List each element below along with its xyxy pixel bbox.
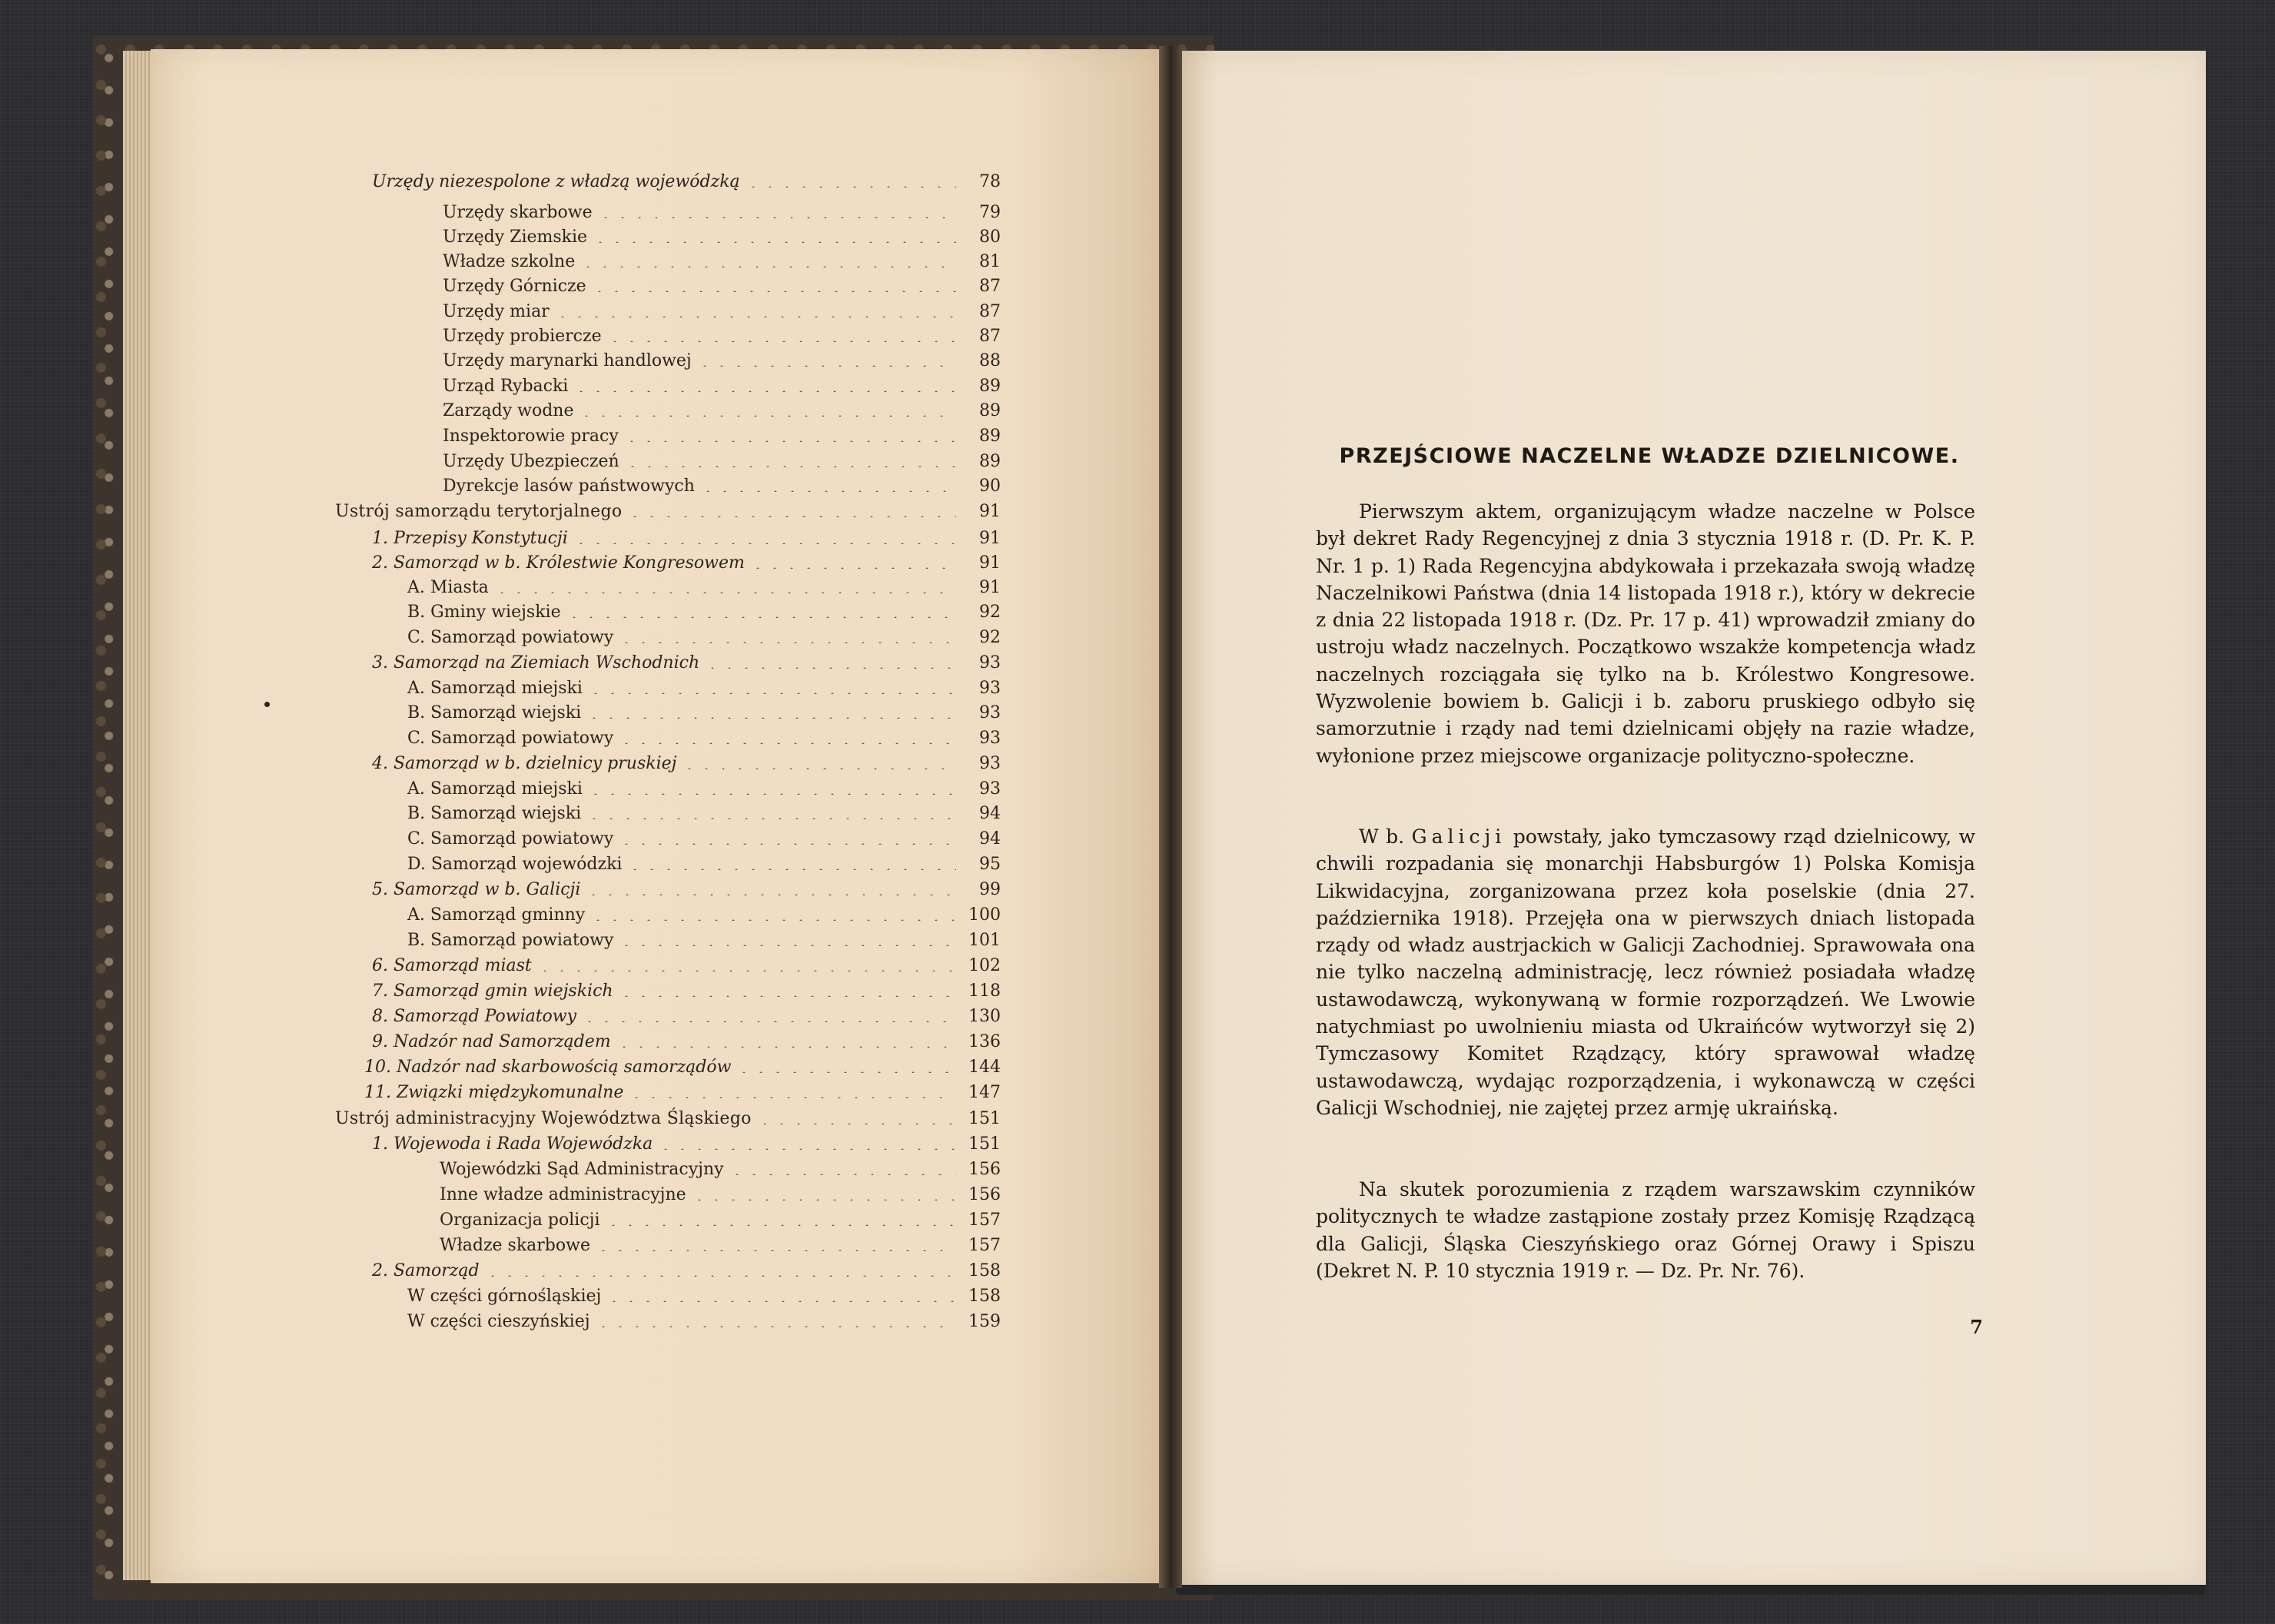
toc-entry xyxy=(443,252,1001,275)
toc-entry xyxy=(443,452,1001,475)
toc-entry-page: 91 xyxy=(979,502,1001,521)
toc-entry-page: 87 xyxy=(979,277,1001,296)
toc-entry-label: Zarządy wodne xyxy=(443,401,574,420)
toc-entry-label: C. Samorząd powiatowy xyxy=(407,829,614,849)
toc-entry xyxy=(407,1287,1001,1310)
toc-entry-page: 118 xyxy=(968,981,1001,1001)
toc-entry-page: 89 xyxy=(979,401,1001,420)
toc-entry-page: 89 xyxy=(979,377,1001,396)
toc-entry-label: 11. Związki międzykomunalne xyxy=(364,1083,624,1102)
toc-leader-dots xyxy=(616,1046,956,1048)
toc-entry-label: Ustrój samorządu terytorjalnego xyxy=(335,502,623,521)
toc-entry xyxy=(407,578,1001,601)
toc-leader-dots xyxy=(699,490,956,492)
toc-leader-dots xyxy=(606,340,956,342)
toc-entry-page: 158 xyxy=(968,1287,1001,1306)
toc-entry xyxy=(407,931,1001,954)
toc-entry-page: 157 xyxy=(968,1236,1001,1255)
toc-entry-label: D. Samorząd wojewódzki xyxy=(407,855,623,874)
toc-entry-page: 92 xyxy=(979,628,1001,647)
toc-leader-dots xyxy=(618,945,956,946)
toc-entry-label: Inne władze administracyjne xyxy=(440,1185,686,1204)
toc-entry-page: 94 xyxy=(979,829,1001,849)
toc-leader-dots xyxy=(606,1300,956,1302)
toc-entry-page: 93 xyxy=(979,779,1001,799)
toc-entry xyxy=(440,1160,1001,1183)
toc-entry-page: 94 xyxy=(979,804,1001,823)
toc-entry-label: B. Samorząd powiatowy xyxy=(407,931,614,950)
toc-entry xyxy=(372,553,1001,576)
toc-leader-dots xyxy=(756,1123,956,1124)
toc-leader-dots xyxy=(493,592,956,593)
toc-entry-label: B. Samorząd wiejski xyxy=(407,703,582,722)
toc-entry xyxy=(407,779,1001,802)
toc-entry-page: 89 xyxy=(979,427,1001,446)
toc-entry xyxy=(407,603,1001,626)
toc-leader-dots xyxy=(581,1021,956,1022)
toc-entry-label: Urzędy Górnicze xyxy=(443,277,586,296)
toc-entry-label: 9. Nadzór nad Samorządem xyxy=(372,1032,611,1051)
toc-entry xyxy=(440,1185,1001,1208)
toc-leader-dots xyxy=(749,567,956,569)
toc-entry xyxy=(443,427,1001,450)
toc-entry xyxy=(372,754,1001,777)
toc-entry xyxy=(372,1261,1001,1284)
paragraph-2-text xyxy=(1316,823,1975,1121)
toc-entry-page: 79 xyxy=(979,203,1001,222)
toc-entry xyxy=(372,956,1001,979)
toc-entry xyxy=(407,729,1001,752)
toc-leader-dots xyxy=(554,316,956,317)
toc-entry-label: Urzędy Ubezpieczeń xyxy=(443,452,619,471)
toc-entry xyxy=(443,377,1001,400)
toc-leader-dots xyxy=(597,217,956,218)
toc-entry-page: 92 xyxy=(979,603,1001,622)
toc-leader-dots xyxy=(591,291,956,292)
toc-entry-label: Władze skarbowe xyxy=(440,1236,590,1255)
toc-entry-page: 93 xyxy=(979,653,1001,673)
toc-leader-dots xyxy=(595,1326,956,1327)
toc-entry-label: Urząd Rybacki xyxy=(443,377,569,396)
toc-entry xyxy=(440,1236,1001,1259)
toc-entry-page: 93 xyxy=(979,729,1001,748)
toc-entry-page: 156 xyxy=(968,1185,1001,1204)
toc-entry-label: Urzędy miar xyxy=(443,302,550,321)
toc-entry-label: A. Miasta xyxy=(407,578,489,597)
toc-entry xyxy=(364,1083,1001,1106)
toc-leader-dots xyxy=(587,793,956,795)
toc-leader-dots xyxy=(590,919,956,921)
toc-entry-label: 4. Samorząd w b. dzielnicy pruskiej xyxy=(372,754,677,773)
toc-entry-label: A. Samorząd miejski xyxy=(407,679,583,698)
paragraph-2 xyxy=(1316,823,1975,1121)
paragraph-3 xyxy=(1316,1176,1975,1284)
toc-entry-label: A. Samorząd gminny xyxy=(407,905,586,925)
chapter-heading: PRZEJŚCIOWE NACZELNE WŁADZE DZIELNICOWE. xyxy=(1339,444,1960,468)
toc-leader-dots xyxy=(618,995,956,997)
toc-entry-page: 147 xyxy=(968,1083,1001,1102)
toc-entry-page: 93 xyxy=(979,754,1001,773)
toc-leader-dots xyxy=(536,970,956,971)
toc-entry-page: 87 xyxy=(979,302,1001,321)
toc-entry-page: 158 xyxy=(968,1261,1001,1280)
toc-entry xyxy=(364,1058,1001,1081)
toc-entry-label: 7. Samorząd gmin wiejskich xyxy=(372,981,613,1001)
page-number: 7 xyxy=(1970,1316,1983,1338)
toc-leader-dots xyxy=(618,642,956,643)
toc-entry-label: 2. Samorząd w b. Królestwie Kongresowem xyxy=(372,553,745,573)
toc-leader-dots xyxy=(618,843,956,845)
toc-entry xyxy=(335,1109,1001,1132)
toc-entry xyxy=(440,1211,1001,1234)
toc-entry-page: 80 xyxy=(979,227,1001,247)
toc-entry xyxy=(443,203,1001,226)
toc-entry-label: Urzędy marynarki handlowej xyxy=(443,351,692,370)
toc-entry-page: 136 xyxy=(968,1032,1001,1051)
toc-leader-dots xyxy=(704,667,956,669)
toc-entry-page: 88 xyxy=(979,351,1001,370)
toc-entry-page: 151 xyxy=(968,1109,1001,1128)
toc-entry-page: 102 xyxy=(968,956,1001,975)
toc-entry-page: 159 xyxy=(968,1312,1001,1331)
toc-leader-dots xyxy=(729,1174,956,1175)
toc-entry xyxy=(407,829,1001,852)
toc-leader-dots xyxy=(573,543,956,544)
toc-entry-label: 8. Samorząd Powiatowy xyxy=(372,1007,577,1026)
toc-entry-page: 101 xyxy=(968,931,1001,950)
toc-entry xyxy=(407,679,1001,702)
toc-leader-dots xyxy=(566,616,956,618)
toc-leader-dots xyxy=(691,1199,956,1201)
toc-entry-label: Wojewódzki Sąd Administracyjny xyxy=(440,1160,724,1179)
toc-entry xyxy=(407,703,1001,726)
toc-entry-page: 151 xyxy=(968,1134,1001,1154)
toc-entry-page: 87 xyxy=(979,327,1001,346)
toc-entry-page: 99 xyxy=(979,880,1001,899)
toc-entry-page: 156 xyxy=(968,1160,1001,1179)
toc-entry-label: Inspektorowie pracy xyxy=(443,427,619,446)
toc-entry-label: Organizacja policji xyxy=(440,1211,600,1230)
toc-entry-page: 93 xyxy=(979,679,1001,698)
paragraph-3-text: Na skutek porozumienia z rządem warszawskim czynników politycznych te władze zastąpione zostały przez Komisję Rządzącą dla Galicji, Śląska Cieszyńskiego oraz Górnej Orawy i Spiszu (Dekret N. P. 10 stycznia 1919 r. — Dz. Pr. Nr. 76). xyxy=(1316,1178,1975,1282)
toc-entry-label: Urzędy niezespolone z władzą wojewódzką xyxy=(372,172,740,191)
toc-entry xyxy=(407,1312,1001,1335)
toc-entry xyxy=(372,653,1001,676)
paragraph-1-text: Pierwszym aktem, organizującym władze naczelne w Polsce był dekret Rady Regencyjnej z dnia 3 stycznia 1918 r. (D. Pr. K. P. Nr. 1 p. 1) Rada Regencyjna abdykowała i przekazała swoją władzę Naczelnikowi Państwa (dnia 14 listopada 1918 r.), który w dekrecie z dnia 22 listopada 1918 r. (Dz. Pr. 17 p. 41) wprowadził zmiany do ustroju władz naczelnych. Początkowo wszakże kompetencja władz naczelnych rozciągała się tylko na b. Królestwo Kongresowe. Wyzwolenie bowiem b. Galicji i b. zaboru pruskiego odbyło się samorzutnie i rządy nad temi dzielnicami objęły na razie władze, wyłonione przez miejscowe organizacje polityczno-społeczne. xyxy=(1316,500,1975,767)
toc-entry xyxy=(443,477,1001,500)
toc-entry-label: 2. Samorząd xyxy=(372,1261,480,1280)
toc-entry-page: 89 xyxy=(979,452,1001,471)
toc-leader-dots xyxy=(592,241,956,243)
toc-entry xyxy=(335,502,1001,525)
toc-entry-page: 100 xyxy=(968,905,1001,925)
toc-leader-dots xyxy=(623,440,956,442)
toc-entry-page: 157 xyxy=(968,1211,1001,1230)
toc-leader-dots xyxy=(626,868,956,870)
toc-leader-dots xyxy=(681,768,956,769)
toc-leader-dots xyxy=(736,1071,956,1073)
toc-entry-label: W części górnośląskiej xyxy=(407,1287,602,1306)
toc-leader-dots xyxy=(618,742,956,744)
toc-entry-label: A. Samorząd miejski xyxy=(407,779,583,799)
toc-entry-label: C. Samorząd powiatowy xyxy=(407,628,614,647)
toc-leader-dots xyxy=(605,1224,957,1226)
toc-entry-page: 93 xyxy=(979,703,1001,722)
toc-leader-dots xyxy=(573,390,956,392)
paragraph-2-prefix: W b. xyxy=(1359,825,1405,848)
toc-leader-dots xyxy=(585,894,956,895)
toc-leader-dots xyxy=(628,1097,956,1098)
toc-entry-label: Urzędy skarbowe xyxy=(443,203,593,222)
toc-leader-dots xyxy=(595,1250,956,1251)
toc-leader-dots xyxy=(657,1148,956,1150)
toc-entry xyxy=(372,981,1001,1005)
toc-entry xyxy=(407,905,1001,928)
toc-entry-label: C. Samorząd powiatowy xyxy=(407,729,614,748)
toc-leader-dots xyxy=(484,1275,956,1277)
toc-entry-label: Urzędy Ziemskie xyxy=(443,227,588,247)
toc-entry-label: 1. Wojewoda i Rada Wojewódzka xyxy=(372,1134,653,1154)
paragraph-2-spaced-word: Galicji xyxy=(1411,825,1506,848)
toc-entry-label: 6. Samorząd miast xyxy=(372,956,532,975)
toc-entry-label: 10. Nadzór nad skarbowością samorządów xyxy=(364,1058,732,1077)
toc-entry-label: B. Gminy wiejskie xyxy=(407,603,561,622)
toc-entry xyxy=(372,529,1001,552)
toc-entry xyxy=(372,1134,1001,1157)
toc-leader-dots xyxy=(586,818,956,819)
toc-leader-dots xyxy=(624,466,956,467)
toc-entry-label: Ustrój administracyjny Województwa Śląskiego xyxy=(335,1109,752,1128)
toc-leader-dots xyxy=(696,365,956,367)
toc-entry-page: 91 xyxy=(979,578,1001,597)
toc-entry xyxy=(443,227,1001,251)
toc-leader-dots xyxy=(626,516,956,517)
toc-entry-page: 91 xyxy=(979,553,1001,573)
toc-entry-label: W części cieszyńskiej xyxy=(407,1312,590,1331)
toc-entry xyxy=(443,327,1001,350)
toc-entry-label: 5. Samorząd w b. Galicji xyxy=(372,880,581,899)
toc-entry xyxy=(407,804,1001,827)
toc-entry xyxy=(372,1032,1001,1055)
toc-entry xyxy=(407,628,1001,651)
toc-leader-dots xyxy=(580,266,956,267)
toc-leader-dots xyxy=(587,692,956,694)
toc-entry-page: 95 xyxy=(979,855,1001,874)
toc-entry xyxy=(443,351,1001,374)
toc-entry xyxy=(443,277,1001,300)
toc-leader-dots xyxy=(578,415,956,417)
toc-entry xyxy=(372,172,1001,195)
toc-entry xyxy=(372,880,1001,903)
toc-leader-dots xyxy=(586,717,956,719)
toc-leader-dots xyxy=(745,186,956,188)
toc-entry-page: 78 xyxy=(979,172,1001,191)
toc-entry-page: 81 xyxy=(979,252,1001,271)
toc-entry-page: 91 xyxy=(979,529,1001,548)
toc-entry-label: Władze szkolne xyxy=(443,252,576,271)
toc-entry-page: 90 xyxy=(979,477,1001,496)
toc-entry-label: Dyrekcje lasów państwowych xyxy=(443,477,695,496)
toc-entry-label: B. Samorząd wiejski xyxy=(407,804,582,823)
toc-entry-label: 3. Samorząd na Ziemiach Wschodnich xyxy=(372,653,700,673)
toc-entry-page: 130 xyxy=(968,1007,1001,1026)
toc-entry-page: 144 xyxy=(968,1058,1001,1077)
toc-entry xyxy=(407,855,1001,878)
toc-entry-label: Urzędy probiercze xyxy=(443,327,602,346)
toc-entry xyxy=(443,302,1001,325)
toc-entry-label: 1. Przepisy Konstytucji xyxy=(372,529,568,548)
paragraph-1 xyxy=(1316,498,1975,769)
ink-dot xyxy=(264,702,270,707)
paragraph-2-rest: powstały, jako tymczasowy rząd dzielnicowy, w chwili rozpadania się monarchji Habsburgów 1) Polska Komisja Likwidacyjna, zorganizowana przez koła poselskie (dnia 27. października 1918). Przejęła ona w pierwszych dniach listopada rządy od władz austrjackich w Galicji Zachodniej. Sprawowała ona nie tylko naczelną administrację, lecz również posiadała władzę ustawodawczą, wykonywaną w formie rozporządzeń. We Lwowie natychmiast po uwolnieniu miasta od Ukraińców wytworzył się 2) Tymczasowy Komitet Rządzący, który sprawował władzę ustawodawczą, wydając rozporządzenia, i wykonawczą w części Galicji Wschodniej, nie zajętej przez armję ukraińską. xyxy=(1316,825,1976,1119)
toc-entry xyxy=(443,401,1001,424)
toc-entry xyxy=(372,1007,1001,1030)
